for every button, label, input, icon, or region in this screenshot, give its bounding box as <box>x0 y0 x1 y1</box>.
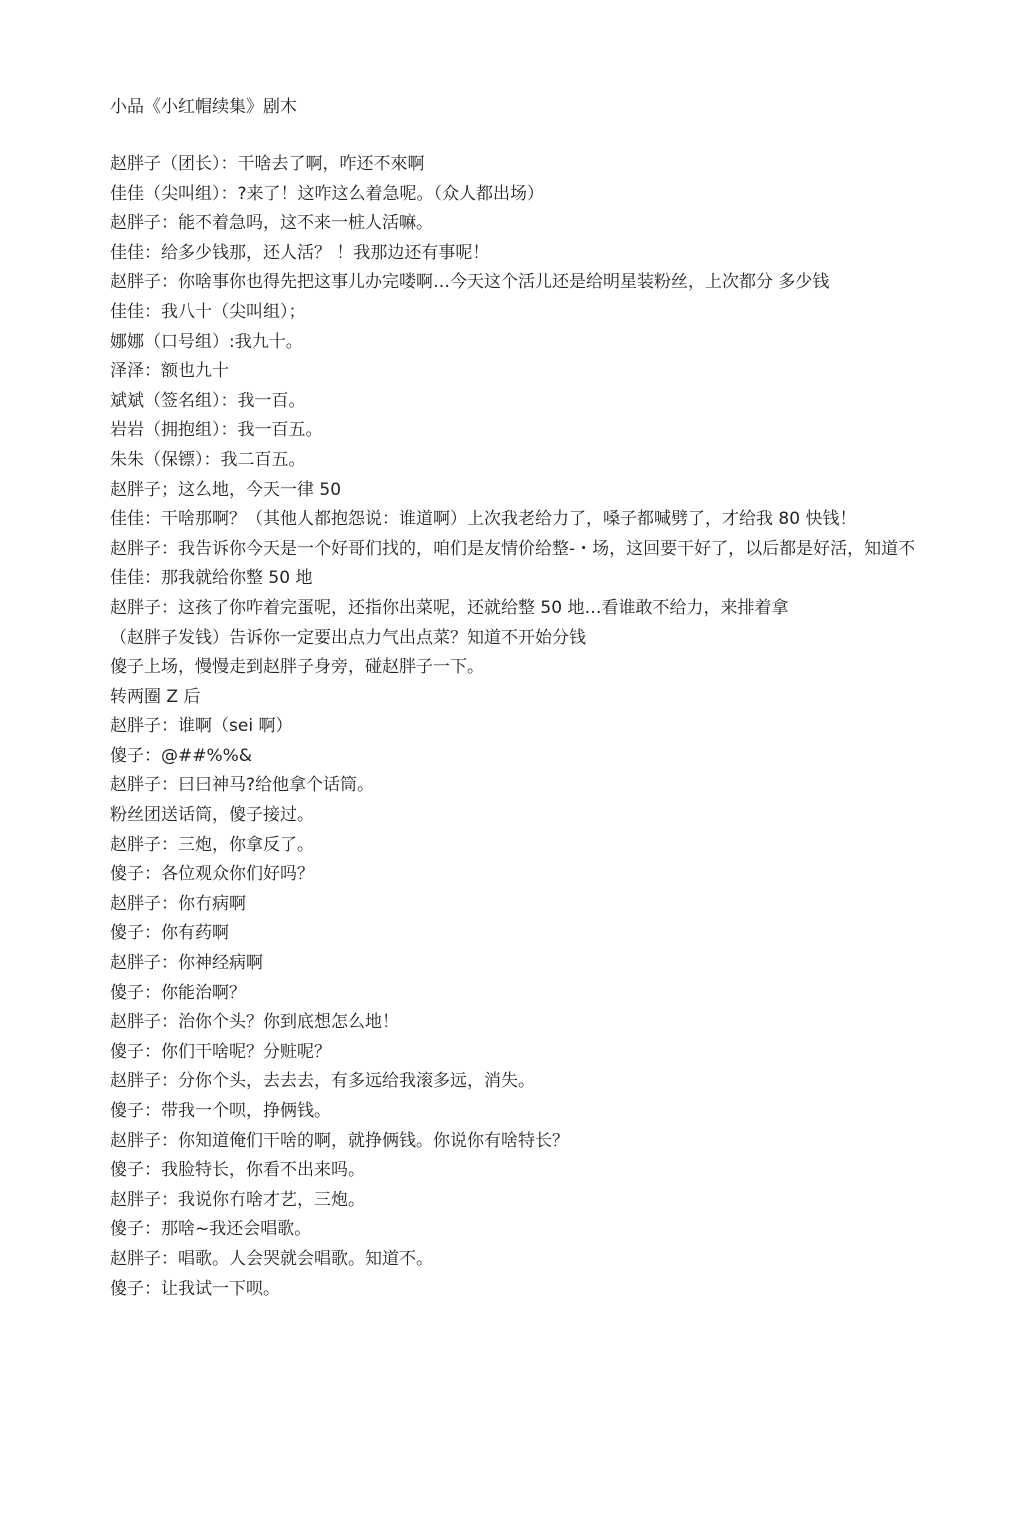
script-line: （赵胖子发钱）告诉你一定要出点力气出点菜？知道不开始分钱 <box>110 627 586 648</box>
script-body <box>110 150 916 1304</box>
script-line: 傻子：那啥~我还会唱歌。 <box>110 1219 312 1240</box>
script-line: 佳佳：给多少钱那，还人活？ ！我那边还有事呢！ <box>110 242 490 263</box>
script-line: 岩岩（拥抱组）：我一百五。 <box>110 420 323 441</box>
script-line: 朱朱（保镖）：我二百五。 <box>110 449 306 470</box>
script-line: 赵胖子：你冇病啊 <box>110 893 246 914</box>
script-line: 傻子上场，慢慢走到赵胖子身旁，碰赵胖子一下。 <box>110 657 484 678</box>
script-line: 赵胖子：分你个头，去去去，有多远给我滚多远，消失。 <box>110 1071 535 1092</box>
script-line: 赵胖子：三炮，你拿反了。 <box>110 834 314 855</box>
script-line: 傻子：各位观众你们好吗？ <box>110 864 314 885</box>
script-line: 佳佳：我八十（尖叫组）； <box>110 301 306 322</box>
script-line: 转两圈 Z 后 <box>110 686 201 707</box>
script-line: 傻子：带我一个呗，挣俩钱。 <box>110 1101 331 1121</box>
script-line: 赵胖子：你神经病啊 <box>110 953 263 974</box>
script-line: 赵胖子：我说你冇啥才艺，三炮。 <box>110 1189 365 1210</box>
script-line: 粉丝团送话筒，傻子接过。 <box>110 805 314 826</box>
document-title: 小品《小红帽续集》剧木 <box>110 97 297 117</box>
script-line: 赵胖子；这么地，今天一律 50 <box>110 479 342 500</box>
script-line: 赵胖子：这孩了你咋着完蛋呢，还指你出菜呢，还就给整 50 地…看谁敢不给力，来排着拿 <box>110 597 789 618</box>
script-line: 傻子：@##%%& <box>110 745 253 766</box>
script-line: 傻子：你有药啊 <box>110 923 229 944</box>
script-line: 赵胖子：谁啊（sei 啊） <box>110 716 293 737</box>
script-line: 赵胖子：治你个头？你到底想怎么地！ <box>110 1012 399 1033</box>
script-line: 傻子：我脸特长，你看不出来吗。 <box>110 1160 365 1181</box>
script-line: 赵胖子：你知道俺们干啥的啊，就挣俩钱。你说你有啥特长？ <box>110 1130 569 1151</box>
script-line: 佳佳：那我就给你整 50 地 <box>110 568 313 589</box>
script-line: 傻子：你能治啊？ <box>110 982 246 1003</box>
script-line: 傻子：让我试一下呗。 <box>110 1278 280 1299</box>
script-line: 赵胖子：曰曰神马?给他拿个话筒。 <box>110 775 375 796</box>
script-line: 斌斌（签名组）：我一百。 <box>110 390 306 411</box>
script-line: 赵胖子：我告诉你今天是一个好哥们找的，咱们是友情价给整-・场，这回要干好了，以后都是好活，知道不 <box>110 538 916 559</box>
script-line: 泽泽：额也九十 <box>110 361 229 382</box>
script-line: 佳佳（尖叫组）：?来了！这咋这么着急呢。（众人都出场） <box>110 183 545 204</box>
script-line: 佳佳：干啥那啊？（其他人都抱怨说：谁道啊）上次我老给力了，嗓子都喊劈了，才给我 80 快钱！ <box>110 509 857 530</box>
script-line: 赵胖子：唱歌。人会哭就会唱歌。知道不。 <box>110 1248 433 1269</box>
script-line: 赵胖子（团长）：干啥去了啊，咋还不來啊 <box>110 154 425 174</box>
script-line: 赵胖子：你啥事你也得先把这事儿办完喽啊…今天这个活儿还是给明星装粉丝，上次都分 多少钱 <box>110 272 830 293</box>
script-line: 娜娜（口号组）:我九十。 <box>110 331 303 352</box>
script-line: 赵胖子：能不着急吗，这不来一桩人活嘛。 <box>110 213 433 234</box>
script-line: 傻子：你们干啥呢？分赃呢？ <box>110 1041 331 1062</box>
